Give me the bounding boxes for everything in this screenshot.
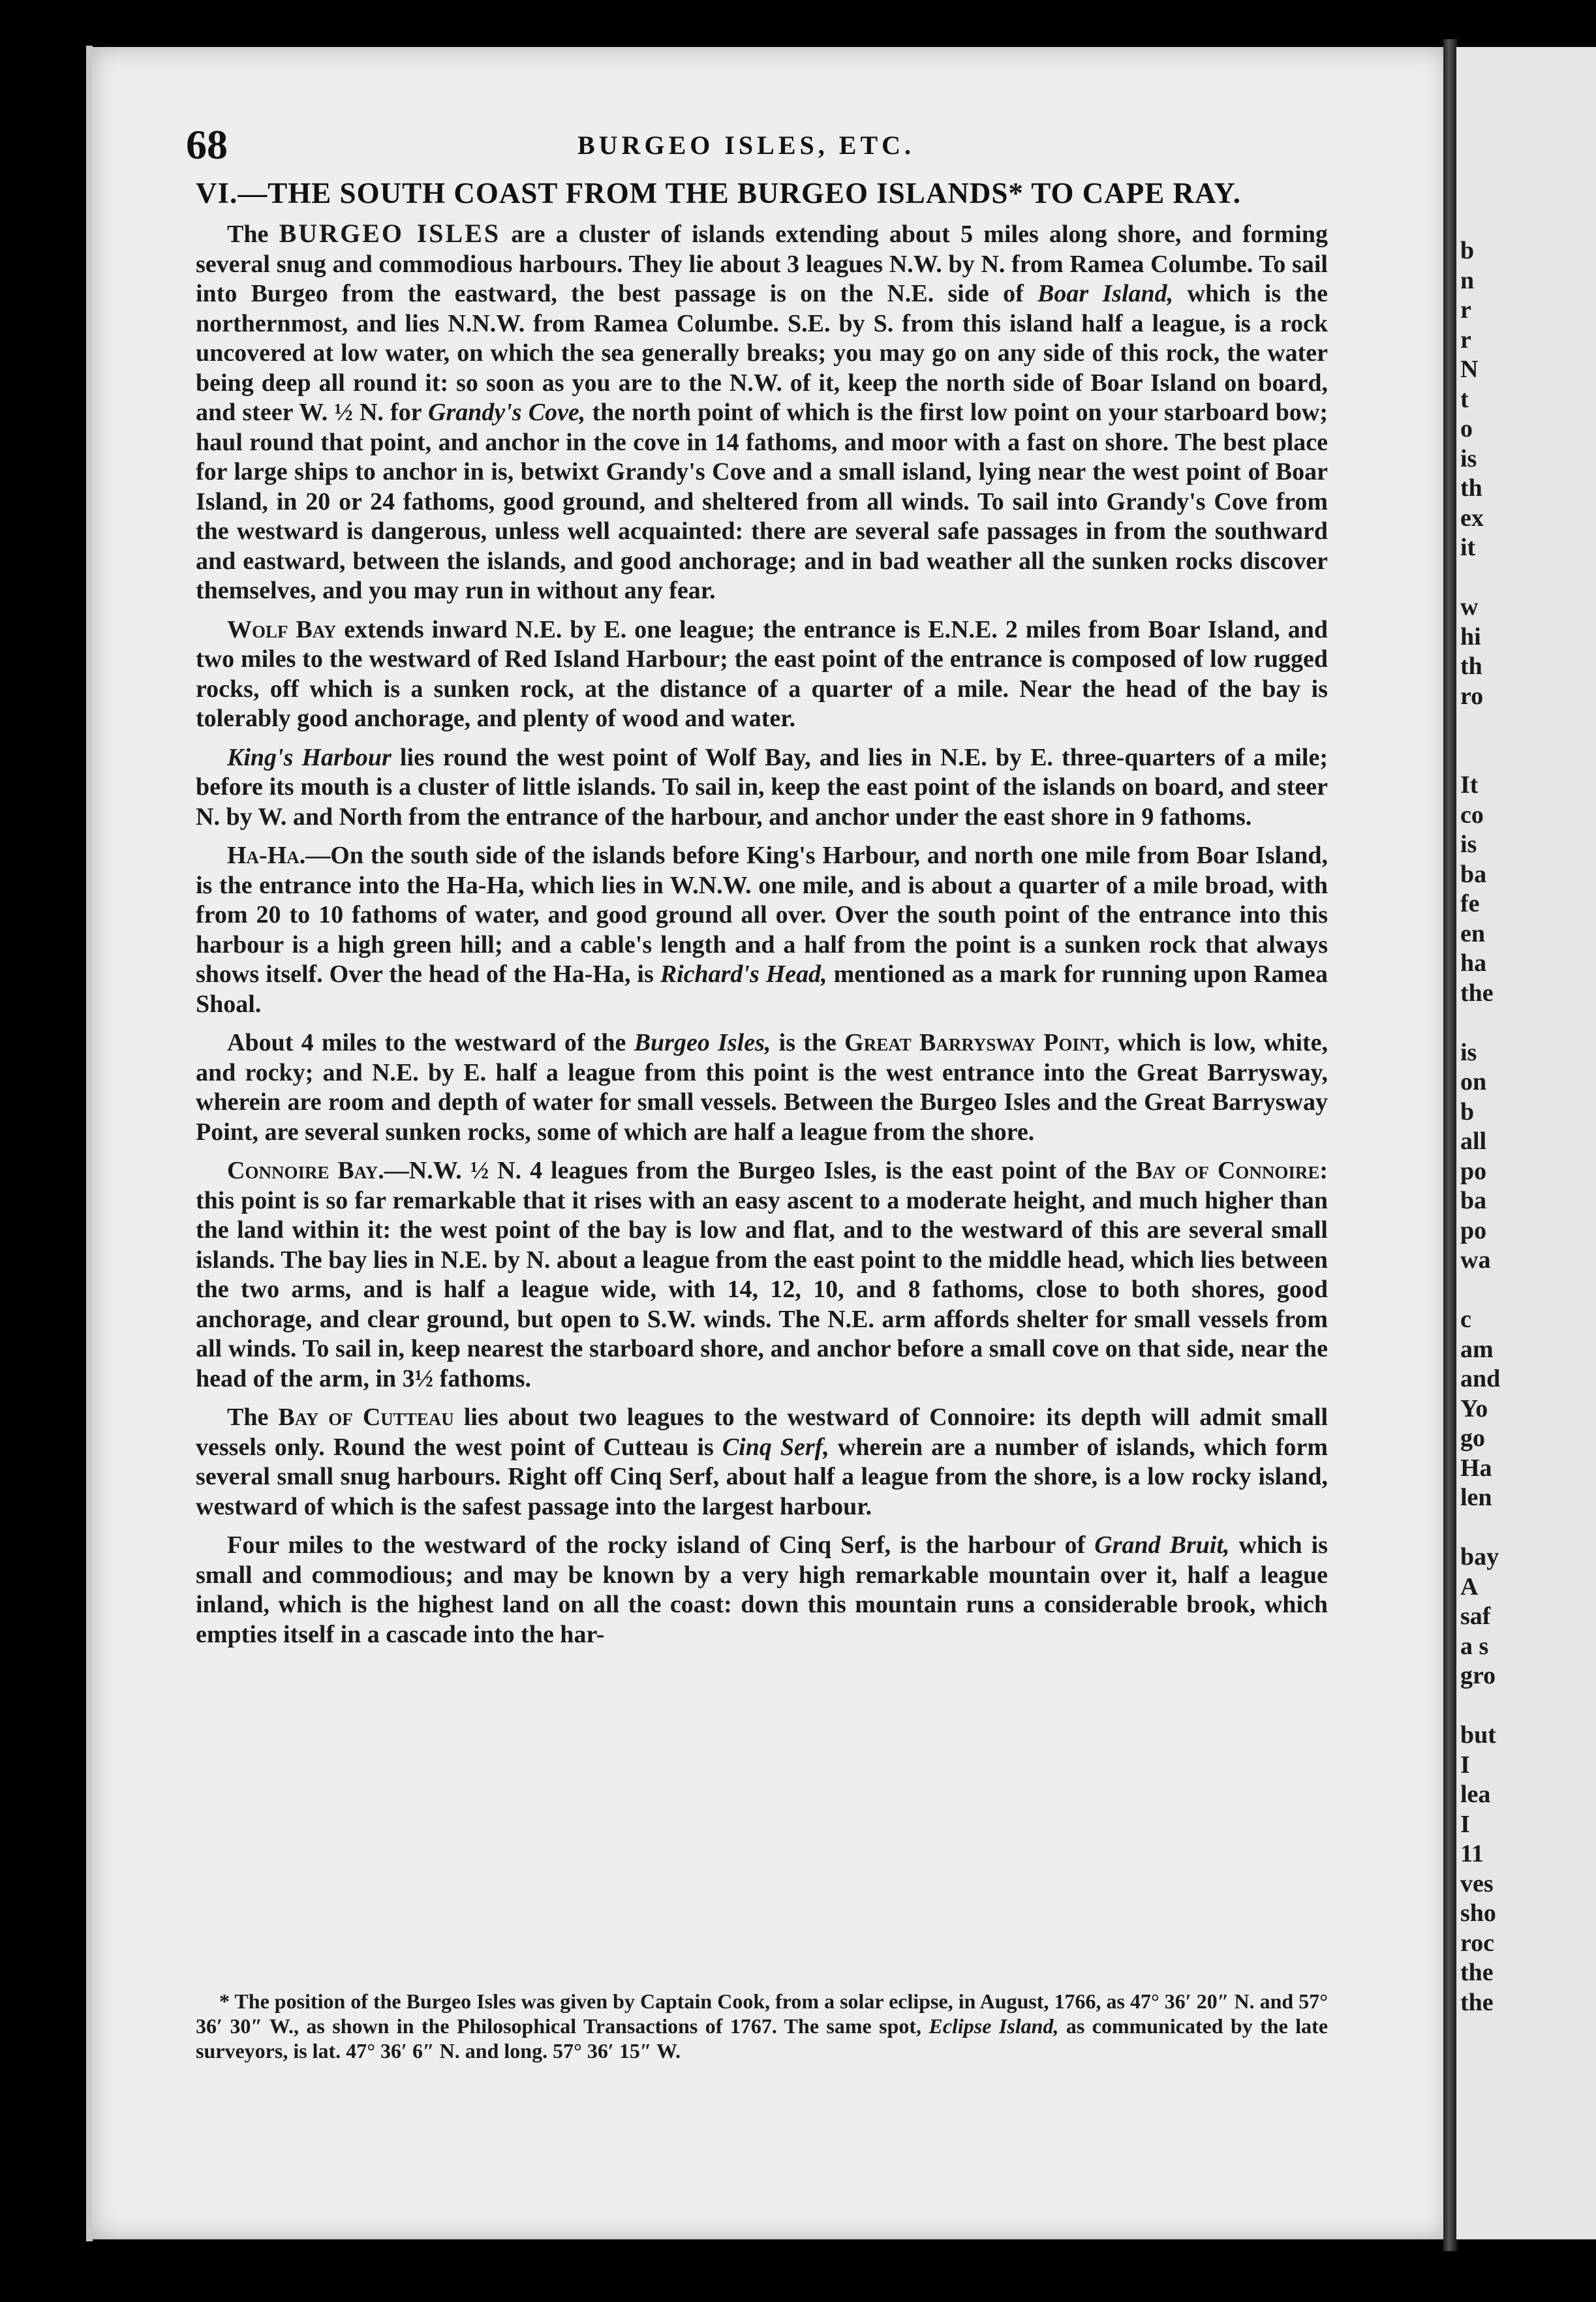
paragraph-bay-of-cutteau: The Bay of Cutteau lies about two leagues to the westward of Connoire: its depth will admit small vessels only. Round the west point of Cutteau is Cinq Serf, wherein are a number of islands, which form several small snug harbours. Right off Cinq Serf, about half a league from the shore, is a low rocky island, westward of which is the safest passage into the largest harbour. — [196, 1404, 1328, 1520]
connoire-bay-heading: Connoire Bay. — [227, 1157, 384, 1184]
body-text — [196, 219, 1328, 1659]
paragraph-wolf-bay: Wolf Bay extends inward N.E. by E. one league; the entrance is E.N.E. 2 miles from Boar Island, and two miles to the westward of Red Island Harbour; the east point of the entrance is composed of low rugged rocks, off which is a sunken rock, at the distance of a quarter of a mile. Near the head of the bay is tolerably good anchorage, and plenty of wood and water. — [196, 615, 1328, 732]
paragraph-burgeo-isles: The BURGEO ISLES are a cluster of islands extending about 5 miles along shore, and forming several snug and commodious harbours. They lie about 3 leagues N.W. by N. from Ramea Columbe. To sail into Burgeo from the eastward, the best passage is on the N.E. side of Boar Island, which is the northernmost, and lies N.N.W. from Ramea Columbe. S.E. by S. from this island half a league, is a rock uncovered at low water, on which the sea generally breaks; you may go on any side of this rock, the water being deep all round it: so soon as you are to the N.W. of it, keep the north side of Boar Island on board, and steer W. ½ N. for Grandy's Cove, the north point of which is the first low point on your starboard bow; haul round that point, and anchor in the cove in 14 fathoms, and moor with a fast on shore. The best place for large ships to anchor in is, betwixt Grandy's Cove and a small island, lying near the west point of Boar Island, in 20 or 24 fathoms, good ground, and sheltered from all winds. To sail into Grandy's Cove from the westward is dangerous, unless well acquainted: there are several safe passages in from the southward and eastward, between the islands, and good anchorage; and in bad weather all the sunken rocks discover themselves, and you may run in without any fear. — [196, 219, 1328, 604]
footnote: * The position of the Burgeo Isles was given by Captain Cook, from a solar eclipse, in August, 1766, as 47° 36′ 20″ N. and 57° 36′ 30″ W., as shown in the Philosophical Transactions of 1767. The same spot, Eclipse Island, as communicated by the late surveyors, is lat. 47° 36′ 6″ N. and long. 57° 36′ 15″ W. — [196, 1989, 1328, 2063]
page-number: 68 — [186, 121, 228, 168]
burgeo-isles-heading: BURGEO ISLES — [279, 219, 501, 248]
book-gutter — [1443, 39, 1458, 2251]
wolf-bay-heading: Wolf Bay — [227, 615, 337, 643]
paragraph-kings-harbour: King's Harbour lies round the west point of Wolf Bay, and lies in N.E. by E. three-quarters of a mile; before its mouth is a cluster of little islands. To sail in, keep the east point of the islands on board, and steer N. by W. and North from the entrance of the harbour, and anchor under the east shore in 9 fathoms. — [196, 743, 1328, 831]
paragraph-grand-bruit: Four miles to the westward of the rocky island of Cinq Serf, is the harbour of Grand Bruit, which is small and commodious; and may be known by a very high remarkable mountain over it, half a league inland, which is the highest land on all the coast: down this mountain runs a considerable brook, which empties itself in a cascade into the har- — [196, 1531, 1328, 1648]
paragraph-barrysway: About 4 miles to the westward of the Burgeo Isles, is the Great Barrysway Point, which is low, white, and rocky; and N.E. by E. half a league from this point is the west entrance into the Great Barrysway, wherein are room and depth of water for small vessels. Between the Burgeo Isles and the Great Barrysway Point, are several sunken rocks, some of which are half a league from the shore. — [196, 1029, 1328, 1146]
facing-page — [1456, 47, 1596, 2239]
facing-page-text: b n r r N t o is th ex it w hi th ro It co is ba fe en ha the is on b all po ba po wa c am and Yo go Ha len bay A saf a s gro but I lea I 11 ves sho roc the the — [1460, 237, 1501, 2016]
ha-ha-heading: Ha-Ha. — [227, 842, 306, 869]
page-header — [186, 121, 1328, 168]
paragraph-ha-ha: Ha-Ha.—On the south side of the islands before King's Harbour, and north one mile from Boar Island, is the entrance into the Ha-Ha, which lies in W.N.W. one mile, and is about a quarter of a mile broad, with from 20 to 10 fathoms of water, and good ground all over. Over the south point of the entrance into this harbour is a high green hill; and a cable's length and a half from the point is a sunken rock that always shows itself. Over the head of the Ha-Ha, is Richard's Head, mentioned as a mark for running upon Ramea Shoal. — [196, 842, 1328, 1018]
section-title: VI.—THE SOUTH COAST FROM THE BURGEO ISLANDS* TO CAPE RAY. — [196, 177, 1241, 209]
paragraph-connoire-bay: Connoire Bay.—N.W. ½ N. 4 leagues from the Burgeo Isles, is the east point of the Bay of Connoire: this point is so far remarkable that it rises with an easy ascent to a moderate height, and much higher than the land within it: the west point of the bay is low and flat, and to the westward of this are several small islands. The bay lies in N.E. by N. about a league from the east point to the middle head, which lies between the two arms, and is half a league wide, with 14, 12, 10, and 8 fathoms, close to both shores, good anchorage, and clear ground, but open to S.W. winds. The N.E. arm affords shelter for small vessels from all winds. To sail in, keep nearest the starboard shore, and anchor before a small cove on that side, near the head of the arm, in 3½ fathoms. — [196, 1157, 1328, 1392]
running-head: BURGEO ISLES, ETC. — [577, 130, 915, 160]
